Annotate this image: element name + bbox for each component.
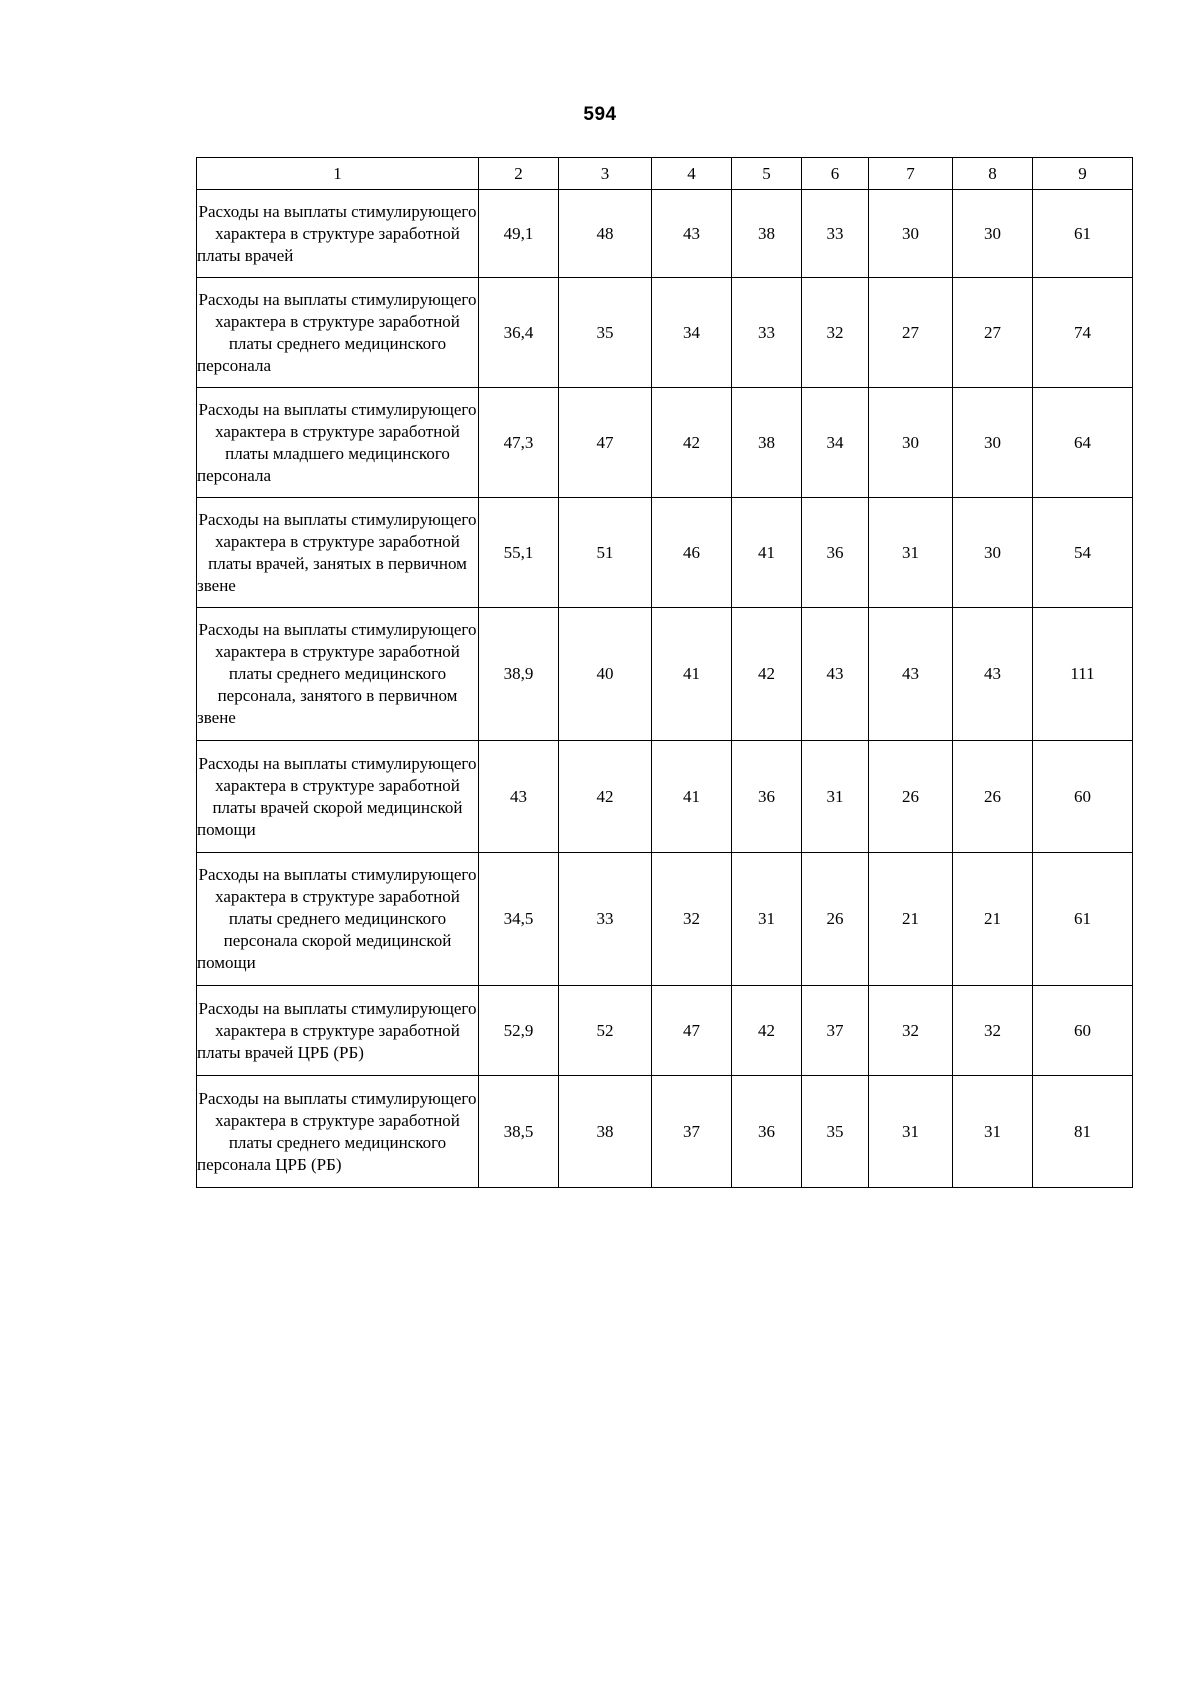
table-cell: 37 bbox=[652, 1076, 732, 1188]
table-cell: 27 bbox=[869, 278, 953, 388]
table-cell: 26 bbox=[953, 741, 1033, 853]
table-cell: 34,5 bbox=[479, 853, 559, 986]
table-cell: 47 bbox=[652, 986, 732, 1076]
table-cell: 36 bbox=[802, 498, 869, 608]
table-row bbox=[197, 853, 1133, 986]
table-cell: 42 bbox=[559, 741, 652, 853]
row-label: Расходы на выплаты стимулирующего характера в структуре заработной платы врачей bbox=[197, 190, 479, 278]
table-cell: 61 bbox=[1033, 190, 1133, 278]
table-cell: 38 bbox=[732, 190, 802, 278]
row-label: Расходы на выплаты стимулирующего характера в структуре заработной платы врачей скорой медицинской помощи bbox=[197, 741, 479, 853]
table-cell: 27 bbox=[953, 278, 1033, 388]
table-cell: 31 bbox=[869, 498, 953, 608]
table-row bbox=[197, 1076, 1133, 1188]
table-cell: 47,3 bbox=[479, 388, 559, 498]
table-row bbox=[197, 986, 1133, 1076]
table-cell: 41 bbox=[652, 741, 732, 853]
table-cell: 46 bbox=[652, 498, 732, 608]
table-cell: 31 bbox=[953, 1076, 1033, 1188]
table-cell: 41 bbox=[732, 498, 802, 608]
table-cell: 26 bbox=[802, 853, 869, 986]
table-cell: 33 bbox=[802, 190, 869, 278]
table-cell: 31 bbox=[802, 741, 869, 853]
table-cell: 52 bbox=[559, 986, 652, 1076]
table-cell: 38,5 bbox=[479, 1076, 559, 1188]
table-cell: 32 bbox=[802, 278, 869, 388]
table-row bbox=[197, 278, 1133, 388]
table-cell: 21 bbox=[869, 853, 953, 986]
table-cell: 36,4 bbox=[479, 278, 559, 388]
column-header: 1 bbox=[197, 158, 479, 190]
table-cell: 81 bbox=[1033, 1076, 1133, 1188]
column-header: 8 bbox=[953, 158, 1033, 190]
table-header bbox=[197, 158, 1133, 190]
page-number: 594 bbox=[583, 104, 617, 125]
table-cell: 30 bbox=[953, 190, 1033, 278]
column-header: 3 bbox=[559, 158, 652, 190]
row-label: Расходы на выплаты стимулирующего характера в структуре заработной платы среднего медицинского персонала ЦРБ (РБ) bbox=[197, 1076, 479, 1188]
table-row bbox=[197, 388, 1133, 498]
table-body bbox=[197, 190, 1133, 1188]
column-header: 6 bbox=[802, 158, 869, 190]
table-cell: 32 bbox=[652, 853, 732, 986]
table-cell: 43 bbox=[652, 190, 732, 278]
table-cell: 36 bbox=[732, 1076, 802, 1188]
table-cell: 31 bbox=[869, 1076, 953, 1188]
table-cell: 42 bbox=[652, 388, 732, 498]
table-cell: 32 bbox=[869, 986, 953, 1076]
table-cell: 40 bbox=[559, 608, 652, 741]
table-cell: 35 bbox=[559, 278, 652, 388]
table-cell: 26 bbox=[869, 741, 953, 853]
column-header: 4 bbox=[652, 158, 732, 190]
table-cell: 48 bbox=[559, 190, 652, 278]
table-row bbox=[197, 498, 1133, 608]
table-cell: 38 bbox=[559, 1076, 652, 1188]
table-cell: 37 bbox=[802, 986, 869, 1076]
table-cell: 43 bbox=[869, 608, 953, 741]
table-cell: 61 bbox=[1033, 853, 1133, 986]
table-cell: 49,1 bbox=[479, 190, 559, 278]
table-cell: 30 bbox=[869, 190, 953, 278]
table-cell: 21 bbox=[953, 853, 1033, 986]
table-cell: 74 bbox=[1033, 278, 1133, 388]
header-row bbox=[197, 158, 1133, 190]
row-label: Расходы на выплаты стимулирующего характера в структуре заработной платы среднего медицинского персонала скорой медицинской помощи bbox=[197, 853, 479, 986]
table-cell: 54 bbox=[1033, 498, 1133, 608]
table-cell: 111 bbox=[1033, 608, 1133, 741]
table-cell: 30 bbox=[869, 388, 953, 498]
row-label: Расходы на выплаты стимулирующего характера в структуре заработной платы врачей ЦРБ (РБ) bbox=[197, 986, 479, 1076]
table-cell: 38 bbox=[732, 388, 802, 498]
table-cell: 42 bbox=[732, 986, 802, 1076]
table-cell: 52,9 bbox=[479, 986, 559, 1076]
table-cell: 36 bbox=[732, 741, 802, 853]
table-cell: 38,9 bbox=[479, 608, 559, 741]
table-cell: 64 bbox=[1033, 388, 1133, 498]
table-cell: 55,1 bbox=[479, 498, 559, 608]
table-cell: 47 bbox=[559, 388, 652, 498]
table-cell: 42 bbox=[732, 608, 802, 741]
row-label: Расходы на выплаты стимулирующего характера в структуре заработной платы среднего медицинского персонала bbox=[197, 278, 479, 388]
table-cell: 30 bbox=[953, 388, 1033, 498]
table-row bbox=[197, 608, 1133, 741]
table-cell: 33 bbox=[559, 853, 652, 986]
table-cell: 34 bbox=[652, 278, 732, 388]
table-cell: 33 bbox=[732, 278, 802, 388]
data-table bbox=[196, 157, 1133, 1188]
table-cell: 43 bbox=[953, 608, 1033, 741]
table-cell: 60 bbox=[1033, 986, 1133, 1076]
table-cell: 41 bbox=[652, 608, 732, 741]
table-row bbox=[197, 190, 1133, 278]
column-header: 9 bbox=[1033, 158, 1133, 190]
table-cell: 43 bbox=[479, 741, 559, 853]
table-cell: 51 bbox=[559, 498, 652, 608]
table-cell: 34 bbox=[802, 388, 869, 498]
column-header: 5 bbox=[732, 158, 802, 190]
table-cell: 43 bbox=[802, 608, 869, 741]
row-label: Расходы на выплаты стимулирующего характера в структуре заработной платы младшего медицинского персонала bbox=[197, 388, 479, 498]
table-cell: 35 bbox=[802, 1076, 869, 1188]
row-label: Расходы на выплаты стимулирующего характера в структуре заработной платы среднего медицинского персонала, занятого в первичном звене bbox=[197, 608, 479, 741]
table-cell: 30 bbox=[953, 498, 1033, 608]
table-cell: 60 bbox=[1033, 741, 1133, 853]
table-row bbox=[197, 741, 1133, 853]
table-cell: 32 bbox=[953, 986, 1033, 1076]
table-cell: 31 bbox=[732, 853, 802, 986]
row-label: Расходы на выплаты стимулирующего характера в структуре заработной платы врачей, занятых в первичном звене bbox=[197, 498, 479, 608]
column-header: 7 bbox=[869, 158, 953, 190]
column-header: 2 bbox=[479, 158, 559, 190]
